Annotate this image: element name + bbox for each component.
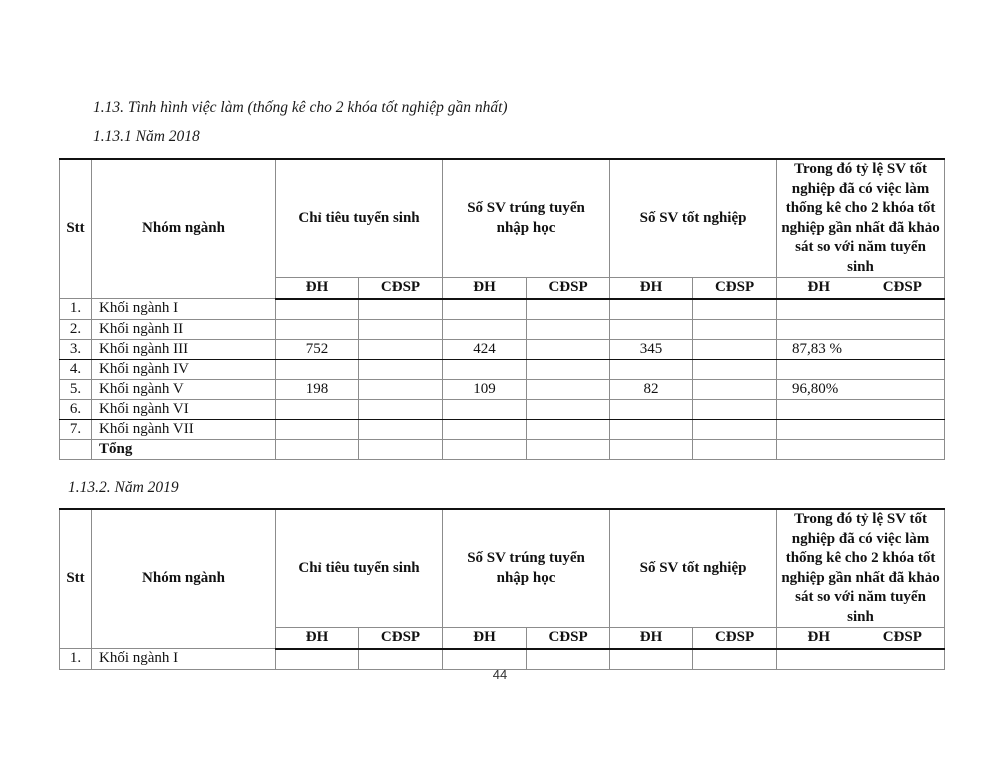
cell-name: Khối ngành I xyxy=(92,649,276,670)
cell-ct-cdsp xyxy=(359,379,443,399)
header-trung-tuyen: Số SV trúng tuyển nhập học xyxy=(443,159,610,278)
header-stt: Stt xyxy=(60,509,92,649)
cell-stt: 2. xyxy=(60,319,92,339)
cell-tn-cdsp xyxy=(693,299,777,320)
cell-stt: 7. xyxy=(60,419,92,439)
cell-tn-cdsp xyxy=(693,359,777,379)
cell-ct-dh xyxy=(276,299,359,320)
cell-tt-cdsp xyxy=(527,339,610,359)
cell-tn-dh xyxy=(610,319,693,339)
table-row xyxy=(60,299,945,320)
subheader-tl-cdsp: CĐSP xyxy=(861,278,945,299)
cell-tt-cdsp xyxy=(527,319,610,339)
cell-tn-dh xyxy=(610,419,693,439)
cell-tn-dh xyxy=(610,439,693,459)
cell-tl-dh xyxy=(777,299,861,320)
cell-tt-dh xyxy=(443,649,527,670)
table-row xyxy=(60,419,945,439)
subheader-tt-dh: ĐH xyxy=(443,628,527,649)
cell-tl-cdsp xyxy=(861,379,945,399)
cell-stt: 4. xyxy=(60,359,92,379)
cell-tl-cdsp xyxy=(861,359,945,379)
cell-ct-dh: 198 xyxy=(276,379,359,399)
cell-ct-dh: 752 xyxy=(276,339,359,359)
subheader-tt-dh: ĐH xyxy=(443,278,527,299)
cell-tt-cdsp xyxy=(527,649,610,670)
cell-tt-dh xyxy=(443,439,527,459)
cell-tl-dh xyxy=(777,319,861,339)
employment-table-2018 xyxy=(59,158,945,460)
cell-ct-cdsp xyxy=(359,649,443,670)
subheader-tt-cdsp: CĐSP xyxy=(527,278,610,299)
cell-tn-cdsp xyxy=(693,419,777,439)
page-number: 44 xyxy=(492,667,508,682)
cell-tn-cdsp xyxy=(693,649,777,670)
cell-tt-cdsp xyxy=(527,419,610,439)
header-nhom-nganh: Nhóm ngành xyxy=(92,159,276,299)
cell-stt: 5. xyxy=(60,379,92,399)
cell-name: Khối ngành II xyxy=(92,319,276,339)
section-title: 1.13. Tình hình việc làm (thống kê cho 2 khóa tốt nghiệp gần nhất) xyxy=(93,99,508,116)
cell-tl-dh xyxy=(777,439,861,459)
cell-tn-cdsp xyxy=(693,439,777,459)
cell-tn-dh xyxy=(610,649,693,670)
cell-tn-dh xyxy=(610,399,693,419)
cell-tn-dh xyxy=(610,359,693,379)
cell-ct-dh xyxy=(276,399,359,419)
subheader-tn-cdsp: CĐSP xyxy=(693,278,777,299)
subheader-ct-dh: ĐH xyxy=(276,278,359,299)
cell-ct-cdsp xyxy=(359,439,443,459)
cell-tt-cdsp xyxy=(527,379,610,399)
cell-tt-dh: 424 xyxy=(443,339,527,359)
cell-tn-cdsp xyxy=(693,399,777,419)
cell-tt-dh xyxy=(443,419,527,439)
cell-tn-dh xyxy=(610,299,693,320)
subheader-tn-cdsp: CĐSP xyxy=(693,628,777,649)
cell-name: Khối ngành III xyxy=(92,339,276,359)
cell-tt-dh xyxy=(443,319,527,339)
cell-ct-dh xyxy=(276,419,359,439)
table-row xyxy=(60,339,945,359)
cell-tl-cdsp xyxy=(861,319,945,339)
cell-tl-cdsp xyxy=(861,299,945,320)
cell-tt-dh xyxy=(443,399,527,419)
table-row xyxy=(60,379,945,399)
cell-tl-dh: 96,80% xyxy=(777,379,861,399)
cell-tt-cdsp xyxy=(527,399,610,419)
header-ty-le: Trong đó tỷ lệ SV tốt nghiệp đã có việc làm thống kê cho 2 khóa tốt nghiệp gần nhất đã khảo sát so với năm tuyển sinh xyxy=(777,159,945,278)
cell-ct-dh xyxy=(276,319,359,339)
cell-tn-cdsp xyxy=(693,379,777,399)
cell-stt xyxy=(60,439,92,459)
cell-tl-cdsp xyxy=(861,399,945,419)
table-row xyxy=(60,649,945,670)
cell-tl-cdsp xyxy=(861,649,945,670)
cell-name: Khối ngành IV xyxy=(92,359,276,379)
cell-ct-cdsp xyxy=(359,319,443,339)
cell-ct-cdsp xyxy=(359,299,443,320)
cell-ct-cdsp xyxy=(359,359,443,379)
cell-stt: 3. xyxy=(60,339,92,359)
header-nhom-nganh: Nhóm ngành xyxy=(92,509,276,649)
cell-tt-cdsp xyxy=(527,299,610,320)
cell-tn-dh: 82 xyxy=(610,379,693,399)
subsection-title-2018: 1.13.1 Năm 2018 xyxy=(93,128,200,145)
cell-ct-dh xyxy=(276,649,359,670)
header-chi-tieu: Chỉ tiêu tuyển sinh xyxy=(276,159,443,278)
cell-ct-cdsp xyxy=(359,419,443,439)
cell-tl-cdsp xyxy=(861,419,945,439)
table-row xyxy=(60,319,945,339)
cell-tl-cdsp xyxy=(861,339,945,359)
cell-ct-dh xyxy=(276,359,359,379)
cell-tl-dh xyxy=(777,359,861,379)
cell-tl-cdsp xyxy=(861,439,945,459)
cell-tn-dh: 345 xyxy=(610,339,693,359)
cell-stt: 6. xyxy=(60,399,92,419)
cell-stt: 1. xyxy=(60,299,92,320)
cell-tn-cdsp xyxy=(693,339,777,359)
cell-tn-cdsp xyxy=(693,319,777,339)
cell-tl-dh: 87,83 % xyxy=(777,339,861,359)
subsection-title-2019: 1.13.2. Năm 2019 xyxy=(68,479,179,496)
cell-ct-cdsp xyxy=(359,399,443,419)
subheader-ct-cdsp: CĐSP xyxy=(359,278,443,299)
table-row xyxy=(60,399,945,419)
header-trung-tuyen: Số SV trúng tuyển nhập học xyxy=(443,509,610,628)
subheader-tt-cdsp: CĐSP xyxy=(527,628,610,649)
cell-name: Khối ngành V xyxy=(92,379,276,399)
cell-tt-cdsp xyxy=(527,359,610,379)
cell-name: Khối ngành VI xyxy=(92,399,276,419)
subheader-tl-cdsp: CĐSP xyxy=(861,628,945,649)
subheader-tn-dh: ĐH xyxy=(610,278,693,299)
subheader-tl-dh: ĐH xyxy=(777,278,861,299)
cell-tt-cdsp xyxy=(527,439,610,459)
cell-tt-dh: 109 xyxy=(443,379,527,399)
table-row-total xyxy=(60,439,945,459)
cell-name: Khối ngành VII xyxy=(92,419,276,439)
cell-tl-dh xyxy=(777,399,861,419)
subheader-ct-dh: ĐH xyxy=(276,628,359,649)
cell-tl-dh xyxy=(777,649,861,670)
cell-stt: 1. xyxy=(60,649,92,670)
cell-name: Khối ngành I xyxy=(92,299,276,320)
subheader-ct-cdsp: CĐSP xyxy=(359,628,443,649)
cell-tl-dh xyxy=(777,419,861,439)
subheader-tl-dh: ĐH xyxy=(777,628,861,649)
cell-tt-dh xyxy=(443,299,527,320)
cell-ct-dh xyxy=(276,439,359,459)
cell-name-total: Tổng xyxy=(92,439,276,459)
header-tot-nghiep: Số SV tốt nghiệp xyxy=(610,509,777,628)
table-row xyxy=(60,359,945,379)
header-chi-tieu: Chỉ tiêu tuyển sinh xyxy=(276,509,443,628)
subheader-tn-dh: ĐH xyxy=(610,628,693,649)
header-tot-nghiep: Số SV tốt nghiệp xyxy=(610,159,777,278)
cell-ct-cdsp xyxy=(359,339,443,359)
employment-table-2019 xyxy=(59,508,945,670)
cell-tt-dh xyxy=(443,359,527,379)
header-ty-le: Trong đó tỷ lệ SV tốt nghiệp đã có việc làm thống kê cho 2 khóa tốt nghiệp gần nhất đã khảo sát so với năm tuyển sinh xyxy=(777,509,945,628)
header-stt: Stt xyxy=(60,159,92,299)
